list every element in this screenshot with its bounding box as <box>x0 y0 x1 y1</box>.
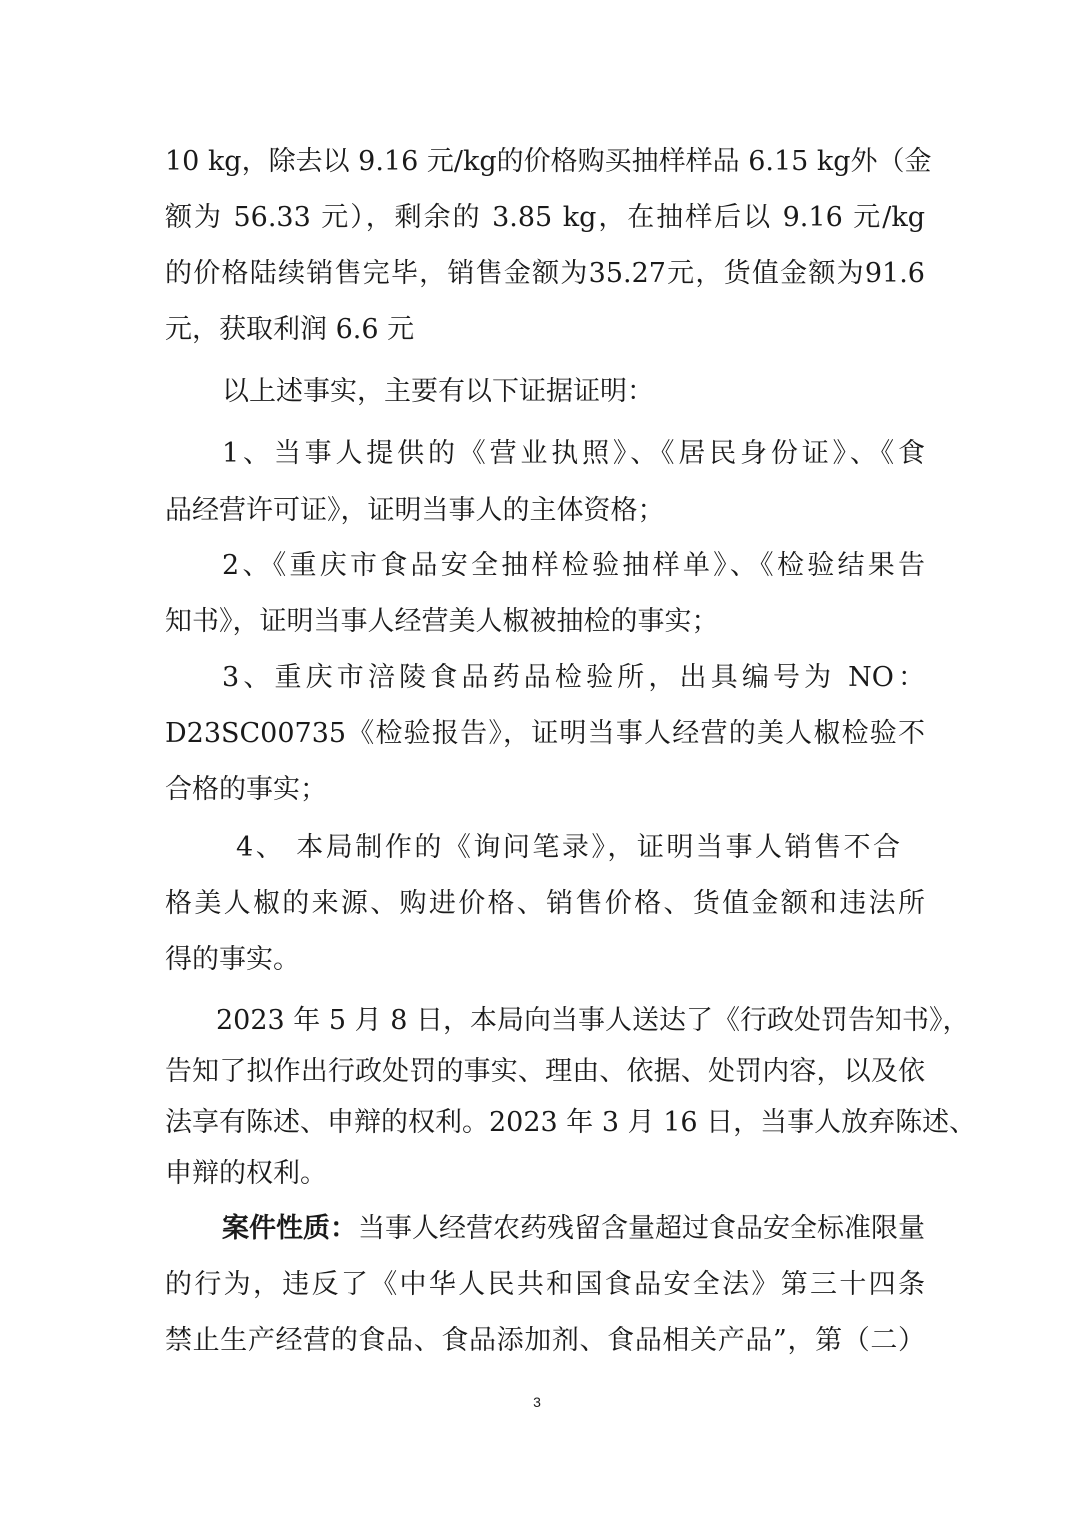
case-nature-label: 案件性质： <box>222 1213 357 1244</box>
paragraph-line: 合格的事实； <box>165 774 327 805</box>
evidence-item-2: 2、《重庆市食品安全抽样检验抽样单》、《检验结果告 <box>222 550 925 581</box>
case-nature-line <box>222 1211 925 1247</box>
page-number: 3 <box>533 1394 541 1410</box>
paragraph-line: 额为 56.33 元），剩余的 3.85 kg，在抽样后以 9.16 元/kg <box>165 202 925 233</box>
case-nature-text: 当事人经营农药残留含量超过食品安全标准限量 <box>358 1213 925 1244</box>
paragraph-line: 申辩的权利。 <box>165 1158 327 1189</box>
evidence-item-3: 3、重庆市涪陵食品药品检验所，出具编号为 NO： <box>222 662 925 693</box>
paragraph-line: 的行为，违反了《中华人民共和国食品安全法》第三十四条 <box>165 1269 925 1300</box>
paragraph-line: 知书》，证明当事人经营美人椒被抽检的事实； <box>165 606 719 637</box>
paragraph-line: 10 kg，除去以 9.16 元/kg的价格购买抽样样品 6.15 kg外（金 <box>165 146 932 177</box>
paragraph-line: 以上述事实，主要有以下证据证明： <box>222 376 654 407</box>
paragraph-line: 的价格陆续销售完毕，销售金额为35.27元，货值金额为91.6 <box>165 258 925 289</box>
paragraph-line: 法享有陈述、申辩的权利。2023 年 3 月 16 日，当事人放弃陈述、 <box>165 1107 977 1138</box>
paragraph-line: 品经营许可证》，证明当事人的主体资格； <box>165 495 665 526</box>
paragraph-line: D23SC00735《检验报告》，证明当事人经营的美人椒检验不 <box>165 718 925 749</box>
evidence-item-4: 4、 本局制作的《询问笔录》，证明当事人销售不合 <box>236 832 900 863</box>
paragraph-line: 得的事实。 <box>165 944 300 975</box>
paragraph-line: 告知了拟作出行政处罚的事实、理由、依据、处罚内容，以及依 <box>165 1056 925 1087</box>
paragraph-line: 2023 年 5 月 8 日，本局向当事人送达了《行政处罚告知书》， <box>216 1005 970 1036</box>
paragraph-line: 格美人椒的来源、购进价格、销售价格、货值金额和违法所 <box>165 888 925 919</box>
paragraph-line: 元，获取利润 6.6 元 <box>165 314 415 345</box>
paragraph-line: 禁止生产经营的食品、食品添加剂、食品相关产品”，第（二） <box>165 1325 925 1356</box>
evidence-item-1: 1、当事人提供的《营业执照》、《居民身份证》、《食 <box>222 438 925 469</box>
